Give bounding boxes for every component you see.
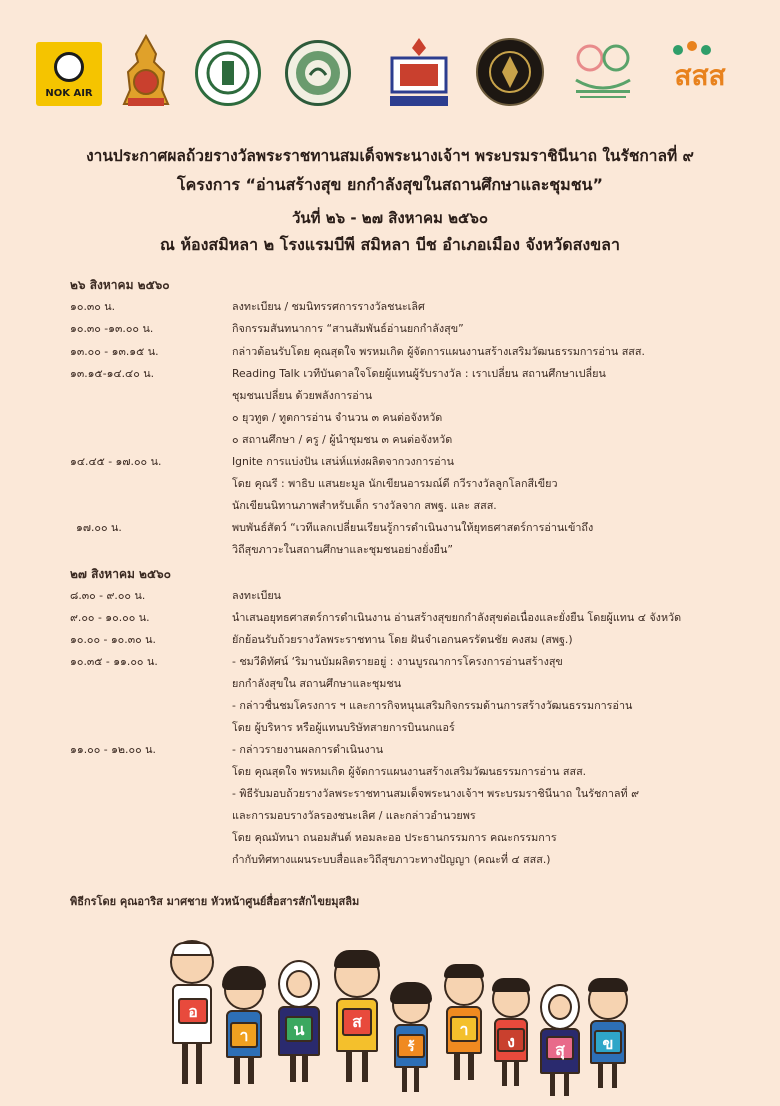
schedule-time: ๙.๐๐ - ๑๐.๐๐ น. [70, 611, 150, 624]
letter-card: ง [497, 1028, 525, 1052]
schedule-time: ๘.๓๐ - ๙.๐๐ น. [70, 589, 146, 602]
schedule-time: ๑๐.๓๐ น. [70, 300, 116, 313]
schedule-item: - พิธีรับมอบถ้วยรางวัลพระราชทานสมเด็จพระนางเจ้าฯ พระบรมราชินีนาถ ในรัชกาลที่ ๙ [232, 787, 640, 800]
schedule-item: Ignite การแบ่งปัน เสน่ห์แห่งผลิตจากวงการอ่าน [232, 455, 455, 468]
schedule-item: พบพันธ์สัตว์ “เวทีแลกเปลี่ยนเรียนรู้การดำเนินงานให้ยุทธศาสตร์การอ่านเข้าถึง [232, 521, 594, 534]
event-venue: ณ ห้องสมิหลา ๒ โรงแรมบีพี สมิหลา บีช อำเภอเมือง จังหวัดสงขลา [160, 235, 620, 254]
schedule-item: กล่าวต้อนรับโดย คุณสุดใจ พรหมเกิด ผู้จัดการแผนงานสร้างเสริมวัฒนธรรมการอ่าน สสส. [232, 345, 645, 358]
day1-heading: ๒๖ สิงหาคม ๒๕๖๐ [70, 278, 170, 292]
letter-card: ข [594, 1030, 622, 1054]
schedule-item: และการมอบรางวัลรองชนะเลิศ / และกล่าวอำนวยพร [232, 809, 476, 822]
letter-card: น [285, 1016, 313, 1042]
schedule-item: ชุมชนเปลี่ยน ด้วยพลังการอ่าน [232, 389, 373, 402]
schedule-item: วิถีสุขภาวะในสถานศึกษาและชุมชนอย่างยั่งยืน” [232, 543, 453, 556]
letter-card: สุ [546, 1036, 574, 1060]
schedule-item: - กล่าวรายงานผลการดำเนินงาน [232, 743, 384, 756]
schedule-item: นักเขียนนิทานภาพสำหรับเด็ก รางวัลจาก สพฐ. และ สสส. [232, 499, 497, 512]
schedule-item: โดย คุณรี : พาธิบ แสนยะมูล นักเขียนอารมณ์ดี กวีรางวัลลูกโลกสีเขียว [232, 477, 558, 490]
schedule-item: โดย คุณมัทนา ถนอมสันต์ หอมละออ ประธานกรรมการ คณะกรรมการ [232, 831, 557, 844]
schedule-item: ยักย้อนรับถ้วยรางวัลพระราชทาน โดย ฝันจำเอกนครรัตนชัย คงสม (สพฐ.) [232, 633, 573, 646]
children-illustration [160, 930, 630, 1090]
schedule-item: ๐ สถานศึกษา / ครู / ผู้นำชุมชน ๓ คนต่อจังหวัด [232, 433, 453, 446]
schedule-item: กิจกรรมสันทนาการ “สานสัมพันธ์อ่านยกกำลังสุข” [232, 322, 464, 335]
thaihealth-label: สสส [674, 59, 726, 92]
schedule-time: ๑๑.๐๐ - ๑๒.๐๐ น. [70, 743, 156, 756]
letter-card: ส [342, 1008, 372, 1036]
schedule-time: ๑๓.๐๐ - ๑๓.๑๕ น. [70, 345, 159, 358]
letter-card: า [230, 1022, 258, 1048]
day2-heading: ๒๗ สิงหาคม ๒๕๖๐ [70, 567, 171, 581]
schedule-time: ๑๗.๐๐ น. [76, 521, 122, 534]
nok-air-label: NOK AIR [45, 88, 93, 99]
schedule-item: Reading Talk เวทีบันดาลใจโดยผู้แทนผู้รับรางวัล : เราเปลี่ยน สถานศึกษาเปลี่ยน [232, 367, 606, 380]
schedule-item: โดย คุณสุดใจ พรหมเกิด ผู้จัดการแผนงานสร้างเสริมวัฒนธรรมการอ่าน สสส. [232, 765, 587, 778]
schedule-item: ลงทะเบียน [232, 589, 282, 602]
schedule-item: โดย ผู้บริหาร หรือผู้แทนบริษัทสายการบินนกแอร์ [232, 721, 455, 734]
schedule-time: ๑๐.๓๐ -๑๓.๐๐ น. [70, 322, 154, 335]
schedule-item: ยกกำลังสุขใน สถานศึกษาและชุมชน [232, 677, 402, 690]
letter-card: า [450, 1016, 478, 1042]
letter-card: ร้ [397, 1034, 425, 1058]
schedule-time: ๑๐.๓๕ - ๑๑.๐๐ น. [70, 655, 158, 668]
schedule-item: ลงทะเบียน / ชมนิทรรศการรางวัลชนะเลิศ [232, 300, 425, 313]
schedule-item: - ชมวีดิทัศน์ ‘ริมานบัมผลิตรายอยู่ : งานบูรณาการโครงการอ่านสร้างสุข [232, 655, 563, 668]
schedule-time: ๑๐.๐๐ - ๑๐.๓๐ น. [70, 633, 156, 646]
schedule-time: ๑๔.๔๕ - ๑๗.๐๐ น. [70, 455, 162, 468]
schedule-time: ๑๓.๑๕-๑๔.๔๐ น. [70, 367, 155, 380]
schedule-item: ๐ ยุวทูต / ทูตการอ่าน จำนวน ๓ คนต่อจังหวัด [232, 411, 443, 424]
event-date: วันที่ ๒๖ - ๒๗ สิงหาคม ๒๕๖๐ [291, 209, 489, 227]
schedule-item: นำเสนอยุทธศาสตร์การดำเนินงาน อ่านสร้างสุขยกกำลังสุขต่อเนื่องและยั่งยืน โดยผู้แทน ๔ จังหวัด [232, 611, 682, 624]
letter-card: อ [178, 998, 208, 1024]
schedule-item: - กล่าวชื่นชมโครงการ ฯ และการกิจหนุนเสริมกิจกรรมด้านการสร้างวัฒนธรรมการอ่าน [232, 699, 633, 712]
event-title: งานประกาศผลถ้วยรางวัลพระราชทานสมเด็จพระนางเจ้าฯ พระบรมราชินีนาถ ในรัชกาลที่ ๙ [86, 147, 694, 165]
project-title: โครงการ “อ่านสร้างสุข ยกกำลังสุขในสถานศึกษาและชุมชน” [177, 175, 603, 194]
master-of-ceremonies: พิธีกรโดย คุณอาริส มาศชาย หัวหน้าศูนย์สื่อสารสักไขยมุสลิม [70, 895, 360, 908]
schedule-item: กำกับทิศทางแผนระบบสื่อและวิถีสุขภาวะทางปัญญา (คณะที่ ๔ สสส.) [232, 853, 551, 866]
